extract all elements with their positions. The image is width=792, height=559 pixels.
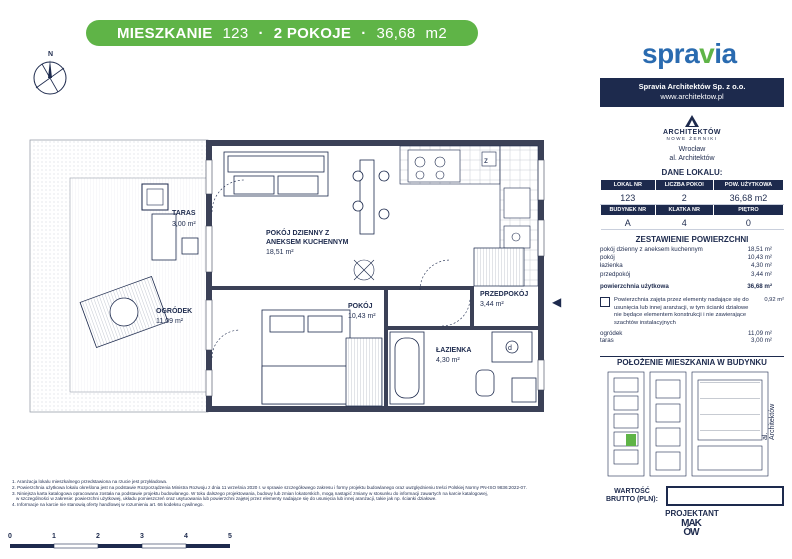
table-cell: A [601,216,656,230]
entry-arrow-icon: ◀ [552,295,562,309]
apartment-title-pill [86,20,478,46]
svg-text:2: 2 [96,533,100,540]
room-area-hall: 3,44 m² [480,301,504,308]
floor-plan [0,120,560,420]
sofa [224,152,328,196]
area-row: pokój 10,43 m² [600,254,772,262]
wardrobe [474,248,524,286]
room-name-terrace: TARAS [172,210,196,217]
area-list [600,246,784,291]
area-row: pokój dzienny z aneksem kuchennym 18,51 m² [600,246,772,253]
table-header: LICZBA POKOI [655,180,713,191]
room-area-bedroom: 10,43 m² [348,313,376,320]
compass-label: N [48,51,54,58]
room-name-living-1: POKÓJ DZIENNY Z [266,230,330,237]
compass-icon [28,48,72,98]
svg-text:z: z [484,156,488,165]
logo-title: ARCHITEKTÓW [663,129,721,136]
room-name-living-2: ANEKSEM KUCHENNYM [266,239,349,246]
room-area-bathroom: 4,30 m² [436,357,460,364]
spravia-logo: spravia [642,38,737,69]
room-area-garden: 11,09 m² [156,318,184,325]
room-name-bathroom: ŁAZIENKA [436,347,472,354]
room-name-bedroom: POKÓJ [348,303,373,310]
architect-url: www.architektow.pl [660,92,724,101]
projektant-label: PROJEKTANT [665,509,719,518]
value-label: WARTOŚĆ BRUTTO (PLN): [606,488,658,503]
street: al. Architektów [669,155,715,162]
title-area: 36,68 [376,24,416,42]
location-title: POŁOŻENIE MIESZKANIA W BUDYNKU [600,356,784,367]
removable-elements-note [600,297,784,327]
table-header: PIĘTRO [713,205,783,216]
makow-logo: MAKÓW [681,518,701,538]
location-map [604,368,782,480]
logo-sub: NOWE ŻERNIKI [666,136,718,141]
table-header: BUDYNEK NR [601,205,656,216]
bedroom-wardrobe [346,338,382,406]
table-cell: 123 [601,191,656,205]
svg-text:3: 3 [140,533,144,540]
hatched-square-icon [600,297,610,307]
room-area-terrace: 3,00 m² [172,221,196,228]
room-area-living: 18,51 m² [266,249,294,256]
note-text: Powierzchnia zajęta przez elementy nadające się do usunięcia lub innej aranżacji, w tym ścianki działowe nie będące elementem konstrukcji i nie zawierające szachtów instalacyjnych [614,297,749,326]
dining-table [353,160,389,234]
svg-text:d: d [508,345,512,352]
table-cell: 4 [655,216,713,230]
table-cell: 0 [713,216,783,230]
garden-area [30,140,208,412]
table-header: LOKAL NR [601,180,656,191]
extra-row: taras 3,00 m² [600,337,772,345]
area-row: łazienka 4,30 m² [600,262,772,270]
area-row: przedpokój 3,44 m² [600,270,772,278]
scale-bar [8,530,248,556]
svg-text:5: 5 [228,533,232,540]
note-value: 0,92 m² [764,297,784,304]
table-cell: 2 [655,191,713,205]
table-header: POW. UŻYTKOWA [713,180,783,191]
plant-icon [354,260,374,280]
room-name-hall: PRZEDPOKÓJ [480,291,529,298]
extras-list [600,330,784,344]
architektow-logo-icon [685,115,699,127]
bed [262,310,350,404]
table-header: KLATKA NR [655,205,713,216]
data-title: DANE LOKALU: [661,168,723,177]
info-panel [600,78,784,344]
map-street-label: al. Architektów [762,403,776,440]
city: Wrocław [678,146,706,153]
svg-text:1: 1 [52,533,56,540]
area-total-row: powierzchnia użytkowa 36,68 m² [600,282,772,290]
value-field [666,486,784,506]
architektow-logo [600,115,784,141]
lokal-table [600,179,784,230]
title-dot-2: · [361,24,367,42]
table-cell: 36,68 m2 [713,191,783,205]
svg-text:4: 4 [184,533,188,540]
architect-name: Spravia Architektów Sp. z o.o. [638,82,746,91]
areas-title: ZESTAWIENIE POWIERZCHNI [635,235,749,244]
footnotes: 1. Aranżacja lokalu mieszkalnego przedstawiona na rzucie jest przykładowa. 2. Powierzchnia użytkowa lokalu określona jest na podstawie Rozporządzenia Ministra Rozwoju z dnia 11 września 2020 r. w sprawie szczegółowego zakresu i formy projektu budowlanego oraz uwzględnieniu treści Polskiej Normy PN-ISO 9836:2022-07. 3. Niniejsza karta katalogowa opracowana została na podstawie projektu budowlanego. W toku dalszego projektowania, budowy lub zmian lokatorskich, mogą nastąpić zmiany w stosunku do informacji zawartych na karcie katalogowej, w szczególności w zakresie: powierzchni użytkowej, układu pomieszczeń oraz usytuowania lub powierzchni zajętej przez elementy nadające się do usunięcia lub innej aranżacji, takie jak np. ścianki działowe. 4. Informacje na karcie nie stanowią oferty handlowej w rozumieniu art. 66 kodeksu cywilnego. [12,479,527,508]
title-number: 123 [222,24,249,42]
title-dot-1: · [258,24,264,42]
architect-box [600,78,784,107]
svg-text:0: 0 [8,533,12,540]
bathroom-fixtures [390,332,536,404]
title-unit: m2 [425,24,447,42]
extra-row: ogródek 11,09 m² [600,330,772,338]
apartment-location-marker [626,434,636,446]
address [600,145,784,163]
title-label: MIESZKANIE [117,24,213,42]
room-name-garden: OGRÓDEK [156,308,193,315]
title-rooms: 2 POKOJE [273,24,352,42]
